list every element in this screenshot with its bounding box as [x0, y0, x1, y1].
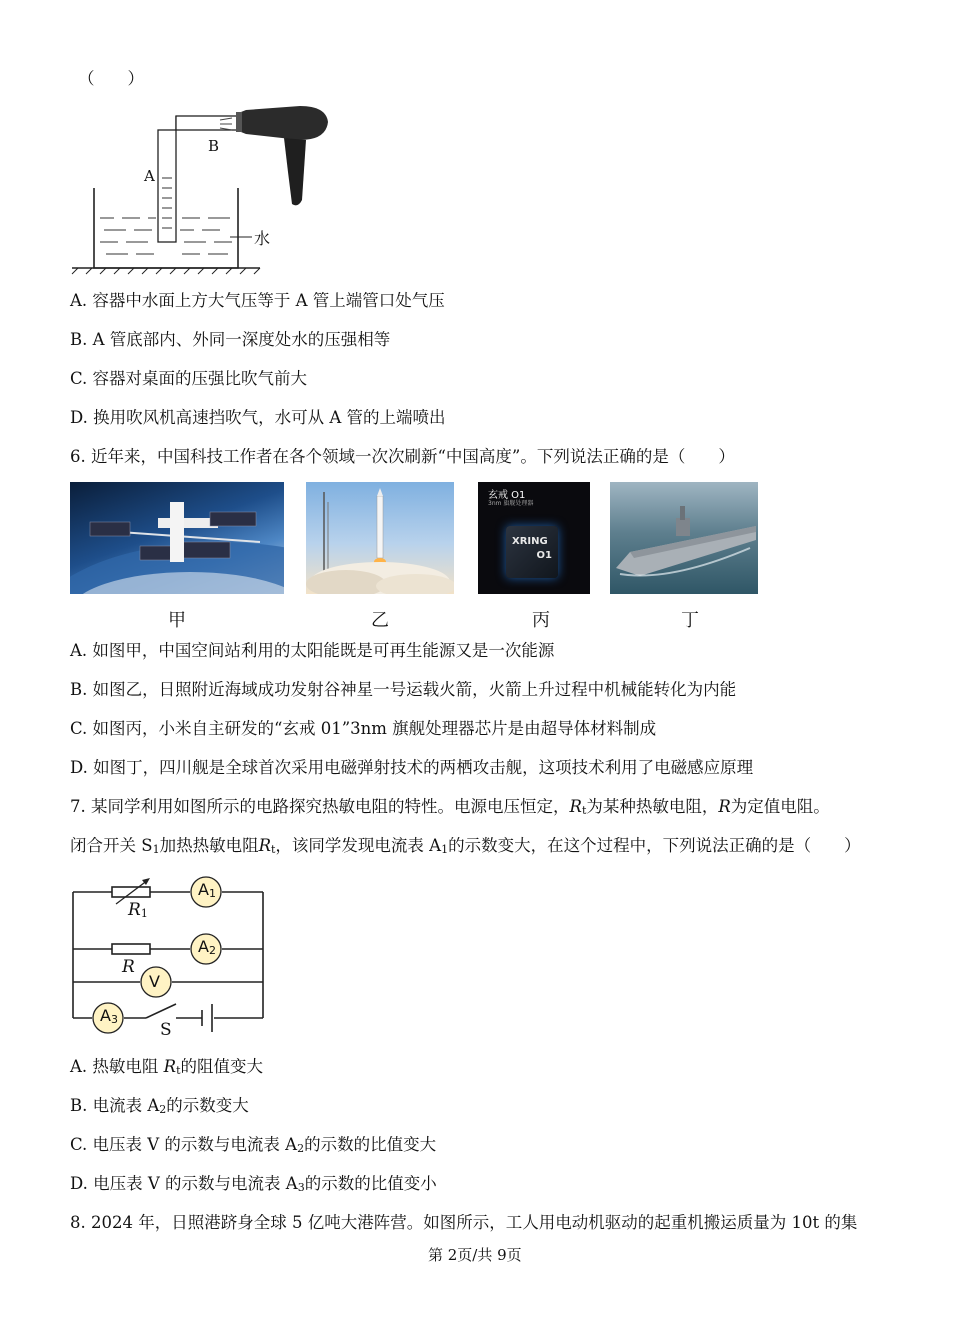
- q5-option-d: D. 换用吹风机高速挡吹气，水可从 A 管的上端喷出: [70, 408, 446, 427]
- q6-option-a: A. 如图甲，中国空间站利用的太阳能既是可再生能源又是一次能源: [70, 641, 555, 660]
- label-a: A: [144, 167, 155, 185]
- caption-bing: 丙: [532, 610, 550, 631]
- q7-stem-line2: 闭合开关 $S_1$加热热敏电阻$R_t$，该同学发现电流表 $A_1$的示数变大，在这个过程中，下列说法正确的是（ ）: [70, 836, 861, 856]
- caption-yi: 乙: [371, 610, 389, 631]
- q6-stem: 6. 近年来，中国科技工作者在各个领域一次次刷新“中国高度”。下列说法正确的是（ ）: [70, 447, 735, 466]
- label-water: 水: [254, 229, 271, 248]
- q8-stem: 8. 2024 年，日照港跻身全球 5 亿吨大港阵营。如图所示，工人用电动机驱动的起重机搬运质量为 10t 的集: [70, 1213, 858, 1232]
- resistor-r-label: R: [122, 957, 135, 977]
- resistor-r1-label: $R_1$: [128, 900, 148, 920]
- q7-option-c: C. 电压表 V 的示数与电流表 $A_2$的示数的比值变大: [70, 1135, 437, 1155]
- amphibious-ship-image: [610, 482, 758, 594]
- q5-option-b: B. A 管底部内、外同一深度处水的压强相等: [70, 330, 391, 349]
- q7-stem-line1: 7. 某同学利用如图所示的电路探究热敏电阻的特性。电源电压恒定，$R_t$为某种热敏电阻，R为定值电阻。: [70, 797, 830, 817]
- q6-option-d: D. 如图丁，四川舰是全球首次采用电磁弹射技术的两栖攻击舰，这项技术利用了电磁感应原理: [70, 758, 754, 777]
- answer-blank: （ ）: [78, 69, 144, 88]
- q5-option-c: C. 容器对桌面的压强比吹气前大: [70, 369, 308, 388]
- chip-image: [478, 482, 590, 594]
- caption-jia: 甲: [168, 610, 186, 631]
- q7-option-b: B. 电流表 $A_2$的示数变大: [70, 1096, 249, 1116]
- switch-s-label: S: [160, 1020, 172, 1040]
- space-station-image: [70, 482, 284, 594]
- chip-package: [506, 526, 558, 578]
- q6-option-b: B. 如图乙，日照附近海域成功发射谷神星一号运载火箭，火箭上升过程中机械能转化为内能: [70, 680, 737, 699]
- label-b: B: [208, 137, 220, 155]
- chip-brand: 玄戒 O1: [488, 490, 526, 501]
- ammeter-a3-label: $A_3$: [100, 1006, 118, 1026]
- ammeter-a1-label: $A_1$: [198, 880, 216, 900]
- page-footer: 第 2页/共 9页: [428, 1246, 522, 1264]
- q5-figure: [70, 100, 340, 275]
- q7-circuit: [66, 872, 276, 1042]
- q7-option-d: D. 电压表 V 的示数与电流表 $A_3$的示数的比值变小: [70, 1174, 437, 1194]
- chip-subtitle: 3nm 旗舰处理器: [488, 500, 534, 507]
- q7-option-a: A. 热敏电阻 $R_t$的阻值变大: [70, 1057, 264, 1077]
- chip-label-2: O1: [536, 550, 552, 561]
- chip-label-1: XRING: [512, 536, 548, 547]
- voltmeter-label: V: [149, 972, 160, 991]
- rocket-launch-image: [306, 482, 454, 594]
- caption-ding: 丁: [681, 610, 699, 631]
- q5-option-a: A. 容器中水面上方大气压等于 A 管上端管口处气压: [70, 291, 445, 310]
- ammeter-a2-label: $A_2$: [198, 937, 216, 957]
- q6-option-c: C. 如图丙，小米自主研发的“玄戒 01”3nm 旗舰处理器芯片是由超导体材料制成: [70, 719, 657, 738]
